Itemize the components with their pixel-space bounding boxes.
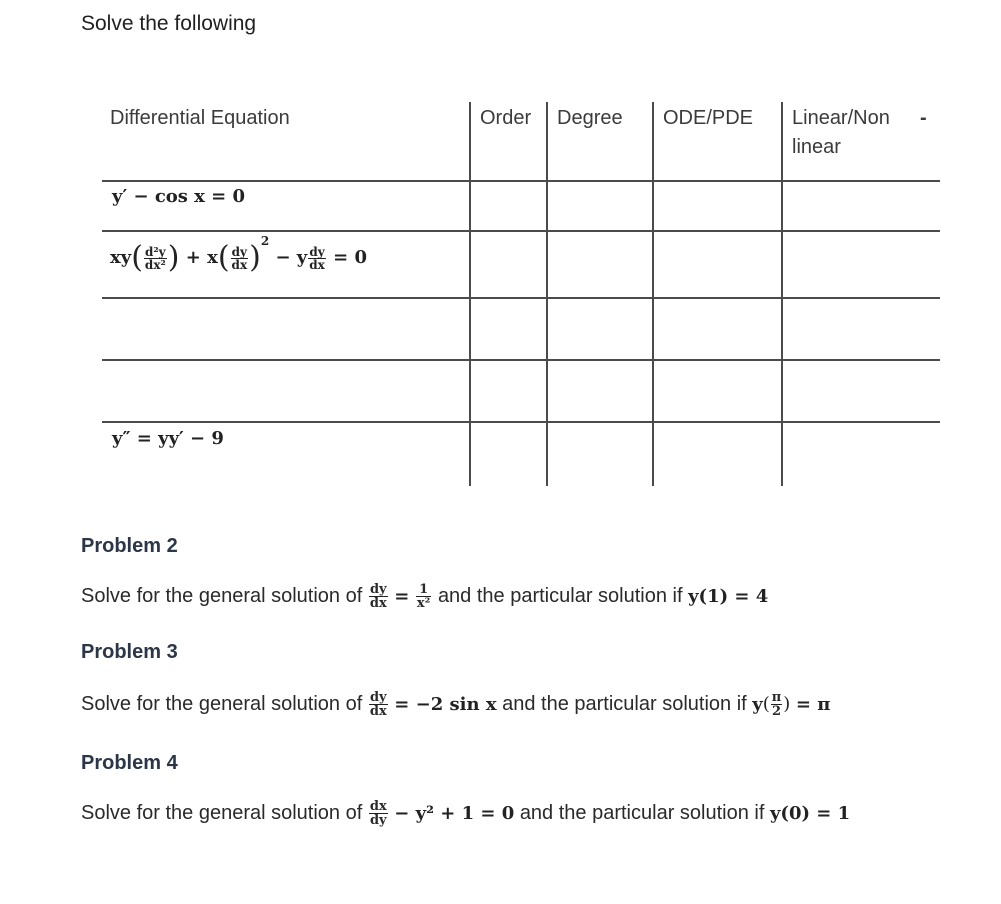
p2-frac-den: dx <box>369 596 387 611</box>
equation-row-2: xy( $\frac{\text{d²y}}{\text{dx²}}$ ) + x( $\frac{dy}{dx}$ )$^2$ − y $\frac{dy}{dx}$ = 0 <box>110 234 367 275</box>
p4-text-a: Solve for the general solution of <box>81 801 363 824</box>
eq2-d2y: d²y <box>145 244 166 259</box>
p2-frac-num: dy <box>369 582 387 597</box>
p4-frac-num: dx <box>369 799 387 814</box>
eq2-equals-zero: = 0 <box>333 247 367 268</box>
p2-text-a: Solve for the general solution of <box>81 584 363 607</box>
header-linear: Linear/Non <box>792 107 890 129</box>
p4-condition: y(0) = 1 <box>769 802 851 824</box>
header-differential-equation: Differential Equation <box>110 107 290 129</box>
problem-3-text: Solve for the general solution of $\frac{dy}{dx}$ = −2 sin x and the particular solution if y( $\frac{\pi}{2}$ ) = π <box>81 690 831 719</box>
header-ode-pde: ODE/PDE <box>663 107 754 129</box>
p2-equals: = <box>394 585 410 607</box>
eq2-xy: xy <box>110 247 132 268</box>
p3-frac-num: dy <box>369 690 387 705</box>
table-column-divider <box>469 102 471 486</box>
classification-table <box>102 100 940 486</box>
eq2-dy: dy <box>231 244 247 259</box>
problem-2-text <box>81 583 768 610</box>
header-degree: Degree <box>557 107 623 129</box>
table-row-divider <box>102 421 940 423</box>
p2-frac2-den: x² <box>416 596 431 611</box>
p3-text-b: and the particular solution if <box>502 692 747 715</box>
header-order: Order <box>480 107 532 129</box>
p4-frac-den: dy <box>369 813 387 828</box>
problem-4-title: Problem 4 <box>81 752 178 774</box>
p3-cond-y: y <box>752 693 763 715</box>
eq2-dx-2: dx <box>309 257 325 272</box>
table-row-divider <box>102 297 940 299</box>
page-heading: Solve the following <box>81 12 257 35</box>
problem-4-text <box>81 800 850 827</box>
p3-cond-num: π <box>771 690 782 705</box>
header-dash: - <box>920 107 927 129</box>
eq2-dy-2: dy <box>309 244 325 259</box>
eq2-dx: dx <box>231 257 248 272</box>
p3-cond-den: 2 <box>772 704 782 719</box>
eq2-dx2: dx² <box>144 257 166 272</box>
p2-frac2-num: 1 <box>416 583 431 597</box>
table-row-divider <box>102 180 940 182</box>
p3-rhs: = −2 sin x <box>394 693 497 715</box>
eq2-square: 2 <box>260 234 270 248</box>
eq2-plus-x: + x <box>185 247 218 268</box>
table-column-divider <box>781 102 783 486</box>
p2-text-b: and the particular solution if <box>437 584 683 607</box>
p4-text-b: and the particular solution if <box>519 801 765 824</box>
p2-condition: y(1) = 4 <box>688 585 769 607</box>
p3-text-a: Solve for the general solution of <box>81 692 363 715</box>
eq2-minus-y: − y <box>275 247 308 268</box>
table-row-divider <box>102 230 940 232</box>
table-row-divider <box>102 359 940 361</box>
p3-cond-rhs: = π <box>795 693 831 715</box>
header-nonlinear: linear <box>792 136 841 158</box>
problem-2-title: Problem 2 <box>81 535 178 557</box>
p4-rhs: − y² + 1 = 0 <box>394 802 515 824</box>
problem-3-title: Problem 3 <box>81 641 178 663</box>
equation-row-5: y″ = yy′ − 9 <box>112 428 224 449</box>
table-column-divider <box>546 102 548 486</box>
equation-row-1: y′ − cos x = 0 <box>112 186 246 207</box>
table-column-divider <box>652 102 654 486</box>
p3-frac-den: dx <box>369 704 387 719</box>
